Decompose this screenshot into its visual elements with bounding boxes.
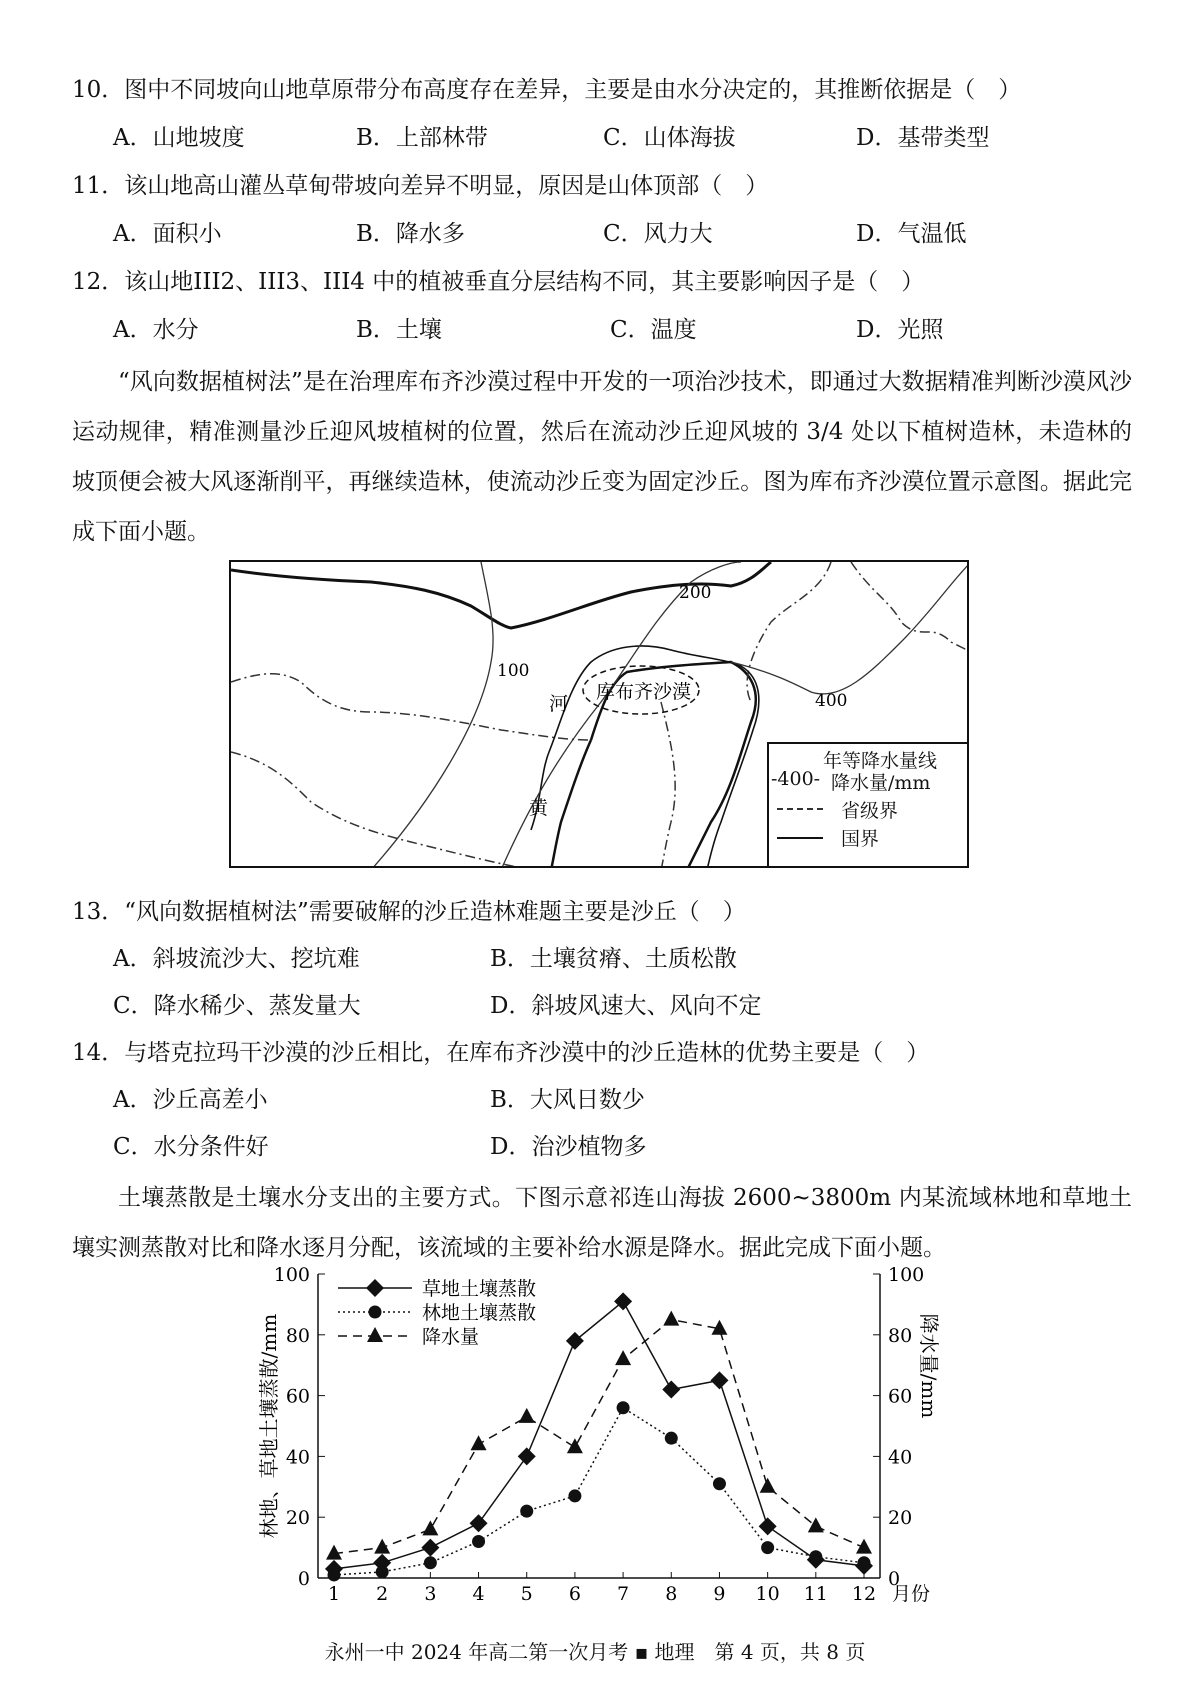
x-tick-label: 12 [851, 1583, 877, 1602]
series-line-0 [334, 1301, 864, 1569]
data-point-s0 [759, 1517, 777, 1535]
data-point-s1 [858, 1556, 871, 1569]
data-point-s2 [567, 1438, 583, 1453]
y-axis-label-right: 降水量/mm [917, 1313, 941, 1419]
x-tick-label: 5 [520, 1583, 533, 1602]
x-tick-label: 4 [472, 1583, 485, 1602]
legend-marker-1 [369, 1306, 382, 1319]
isohyet-label-100: 100 [497, 661, 530, 681]
data-point-s0 [421, 1539, 439, 1557]
x-tick-label: 1 [327, 1583, 341, 1602]
x-tick-label: 3 [424, 1583, 437, 1602]
data-point-s0 [662, 1381, 680, 1399]
legend-isohyet-sample: -400- [771, 768, 821, 790]
data-point-s1 [713, 1477, 726, 1490]
q11-option-c[interactable]: C．风力大 [603, 221, 713, 247]
data-point-s1 [472, 1535, 485, 1548]
data-point-s0 [710, 1371, 728, 1389]
river-label-huang: 黄 [529, 797, 549, 819]
q11-option-d[interactable]: D．气温低 [856, 221, 967, 247]
legend-label-1: 林地土壤蒸散 [422, 1302, 537, 1324]
map-legend [767, 742, 967, 866]
legend-label-0: 草地土壤蒸散 [422, 1278, 537, 1300]
legend-title: 年等降水量线 [823, 750, 938, 772]
data-point-s0 [614, 1292, 632, 1310]
q14-option-b[interactable]: B．大风日数少 [490, 1087, 645, 1113]
isohyet-label-400: 400 [815, 691, 848, 711]
data-point-s1 [328, 1568, 341, 1581]
evapotranspiration-chart [250, 1262, 950, 1602]
data-point-s2 [760, 1478, 776, 1493]
y-tick-label-left: 20 [285, 1507, 310, 1530]
river-label-he: 河 [549, 693, 569, 715]
y-tick-label-right: 20 [888, 1507, 913, 1530]
y-tick-label-right: 60 [888, 1385, 913, 1408]
x-tick-label: 9 [713, 1583, 726, 1602]
data-point-s1 [424, 1556, 437, 1569]
q10-option-c[interactable]: C．山体海拔 [603, 125, 736, 151]
question-12-stem: 12．该山地III2、III3、III4 中的植被垂直分层结构不同，其主要影响因子是（ ） [72, 269, 925, 295]
x-tick-label: 7 [617, 1583, 630, 1602]
q10-option-b[interactable]: B．上部林带 [356, 125, 488, 151]
y-tick-label-left: 100 [273, 1264, 310, 1286]
question-14-stem: 14．与塔克拉玛干沙漠的沙丘相比，在库布齐沙漠中的沙丘造林的优势主要是（ ） [72, 1040, 930, 1066]
data-point-s2 [519, 1408, 535, 1423]
question-10-stem: 10．图中不同坡向山地草原带分布高度存在差异，主要是由水分决定的，其推断依据是（ ） [72, 77, 1022, 103]
data-point-s2 [422, 1520, 438, 1535]
data-point-s0 [566, 1332, 584, 1350]
x-axis-label: 月份 [892, 1583, 931, 1602]
q13-option-a[interactable]: A．斜坡流沙大、挖坑难 [113, 946, 360, 972]
q14-option-a[interactable]: A．沙丘高差小 [113, 1087, 268, 1113]
x-tick-label: 2 [376, 1583, 389, 1602]
legend-national-line [777, 837, 823, 839]
passage-kubuqi: “风向数据植树法”是在治理库布齐沙漠过程中开发的一项治沙技术，即通过大数据精准判断沙漠风沙运动规律，精准测量沙丘迎风坡植树的位置，然后在流动沙丘迎风坡的 3/4 处以下植树造林，未造林的坡顶便会被大风逐渐削平，再继续造林，使流动沙丘变为固定沙丘。图为库布齐沙漠位置示意图。据此完成下面小题。 [72, 369, 1132, 545]
data-point-s2 [374, 1539, 390, 1554]
data-point-s2 [663, 1311, 679, 1326]
data-point-s1 [376, 1565, 389, 1578]
x-tick-label: 11 [803, 1583, 828, 1602]
data-point-s1 [665, 1432, 678, 1445]
data-point-s2 [856, 1539, 872, 1554]
y-tick-label-left: 80 [285, 1324, 310, 1347]
q11-option-a[interactable]: A．面积小 [113, 221, 222, 247]
y-tick-label-right: 0 [888, 1568, 901, 1590]
data-point-s0 [470, 1514, 488, 1532]
series-line-1 [334, 1408, 864, 1575]
legend-label-2: 降水量 [422, 1326, 480, 1348]
y-tick-label-right: 80 [888, 1324, 913, 1347]
page-footer: 永州一中 2024 年高二第一次月考 ▪ 地理 第 4 页，共 8 页 [324, 1640, 866, 1664]
y-axis-label-left: 林地、草地土壤蒸散/mm [257, 1313, 281, 1539]
x-tick-label: 8 [665, 1583, 678, 1602]
passage-qilian: 土壤蒸散是土壤水分支出的主要方式。下图示意祁连山海拔 2600~3800m 内某流域林地和草地土壤实测蒸散对比和降水逐月分配，该流域的主要补给水源是降水。据此完成下面小题。 [72, 1185, 1132, 1261]
q10-option-d[interactable]: D．基带类型 [856, 125, 990, 151]
question-13-stem: 13．“风向数据植树法”需要破解的沙丘造林难题主要是沙丘（ ） [72, 899, 746, 925]
question-11-stem: 11．该山地高山灌丛草甸带坡向差异不明显，原因是山体顶部（ ） [72, 173, 769, 199]
data-point-s2 [615, 1350, 631, 1365]
legend-national: 国界 [841, 828, 880, 850]
data-point-s1 [809, 1550, 822, 1563]
data-point-s2 [326, 1545, 342, 1560]
legend-marker-2 [367, 1327, 383, 1342]
q12-option-a[interactable]: A．水分 [113, 317, 199, 343]
q11-option-b[interactable]: B．降水多 [356, 221, 465, 247]
q10-option-a[interactable]: A．山地坡度 [113, 125, 245, 151]
y-tick-label-right: 100 [888, 1264, 925, 1286]
q12-option-b[interactable]: B．土壤 [356, 317, 442, 343]
q13-option-b[interactable]: B．土壤贫瘠、土质松散 [490, 946, 737, 972]
q13-option-d[interactable]: D．斜坡风速大、风向不定 [490, 993, 762, 1019]
legend-provincial-line [777, 808, 823, 810]
series-line-2 [334, 1320, 864, 1554]
data-point-s1 [568, 1489, 581, 1502]
y-tick-label-left: 60 [285, 1385, 310, 1408]
legend-marker-0 [366, 1279, 384, 1297]
y-tick-label-left: 0 [297, 1568, 310, 1590]
y-tick-label-left: 40 [285, 1446, 310, 1469]
q13-option-c[interactable]: C．降水稀少、蒸发量大 [113, 993, 361, 1019]
y-tick-label-right: 40 [888, 1446, 913, 1469]
q12-option-c[interactable]: C．温度 [610, 317, 697, 343]
data-point-s1 [520, 1505, 533, 1518]
q14-option-d[interactable]: D．治沙植物多 [490, 1134, 647, 1160]
kubuqi-location-map [229, 560, 969, 868]
isohyet-label-200: 200 [679, 583, 712, 603]
data-point-s0 [518, 1447, 536, 1465]
data-point-s2 [471, 1435, 487, 1450]
q14-option-c[interactable]: C．水分条件好 [113, 1134, 269, 1160]
q12-option-d[interactable]: D．光照 [856, 317, 944, 343]
data-point-s1 [761, 1541, 774, 1554]
legend-unit: 降水量/mm [831, 772, 931, 794]
legend-provincial: 省级界 [841, 800, 899, 822]
x-tick-label: 6 [568, 1583, 581, 1602]
desert-label: 库布齐沙漠 [596, 681, 692, 703]
data-point-s1 [617, 1401, 630, 1414]
x-tick-label: 10 [755, 1583, 780, 1602]
data-point-s2 [808, 1517, 824, 1532]
